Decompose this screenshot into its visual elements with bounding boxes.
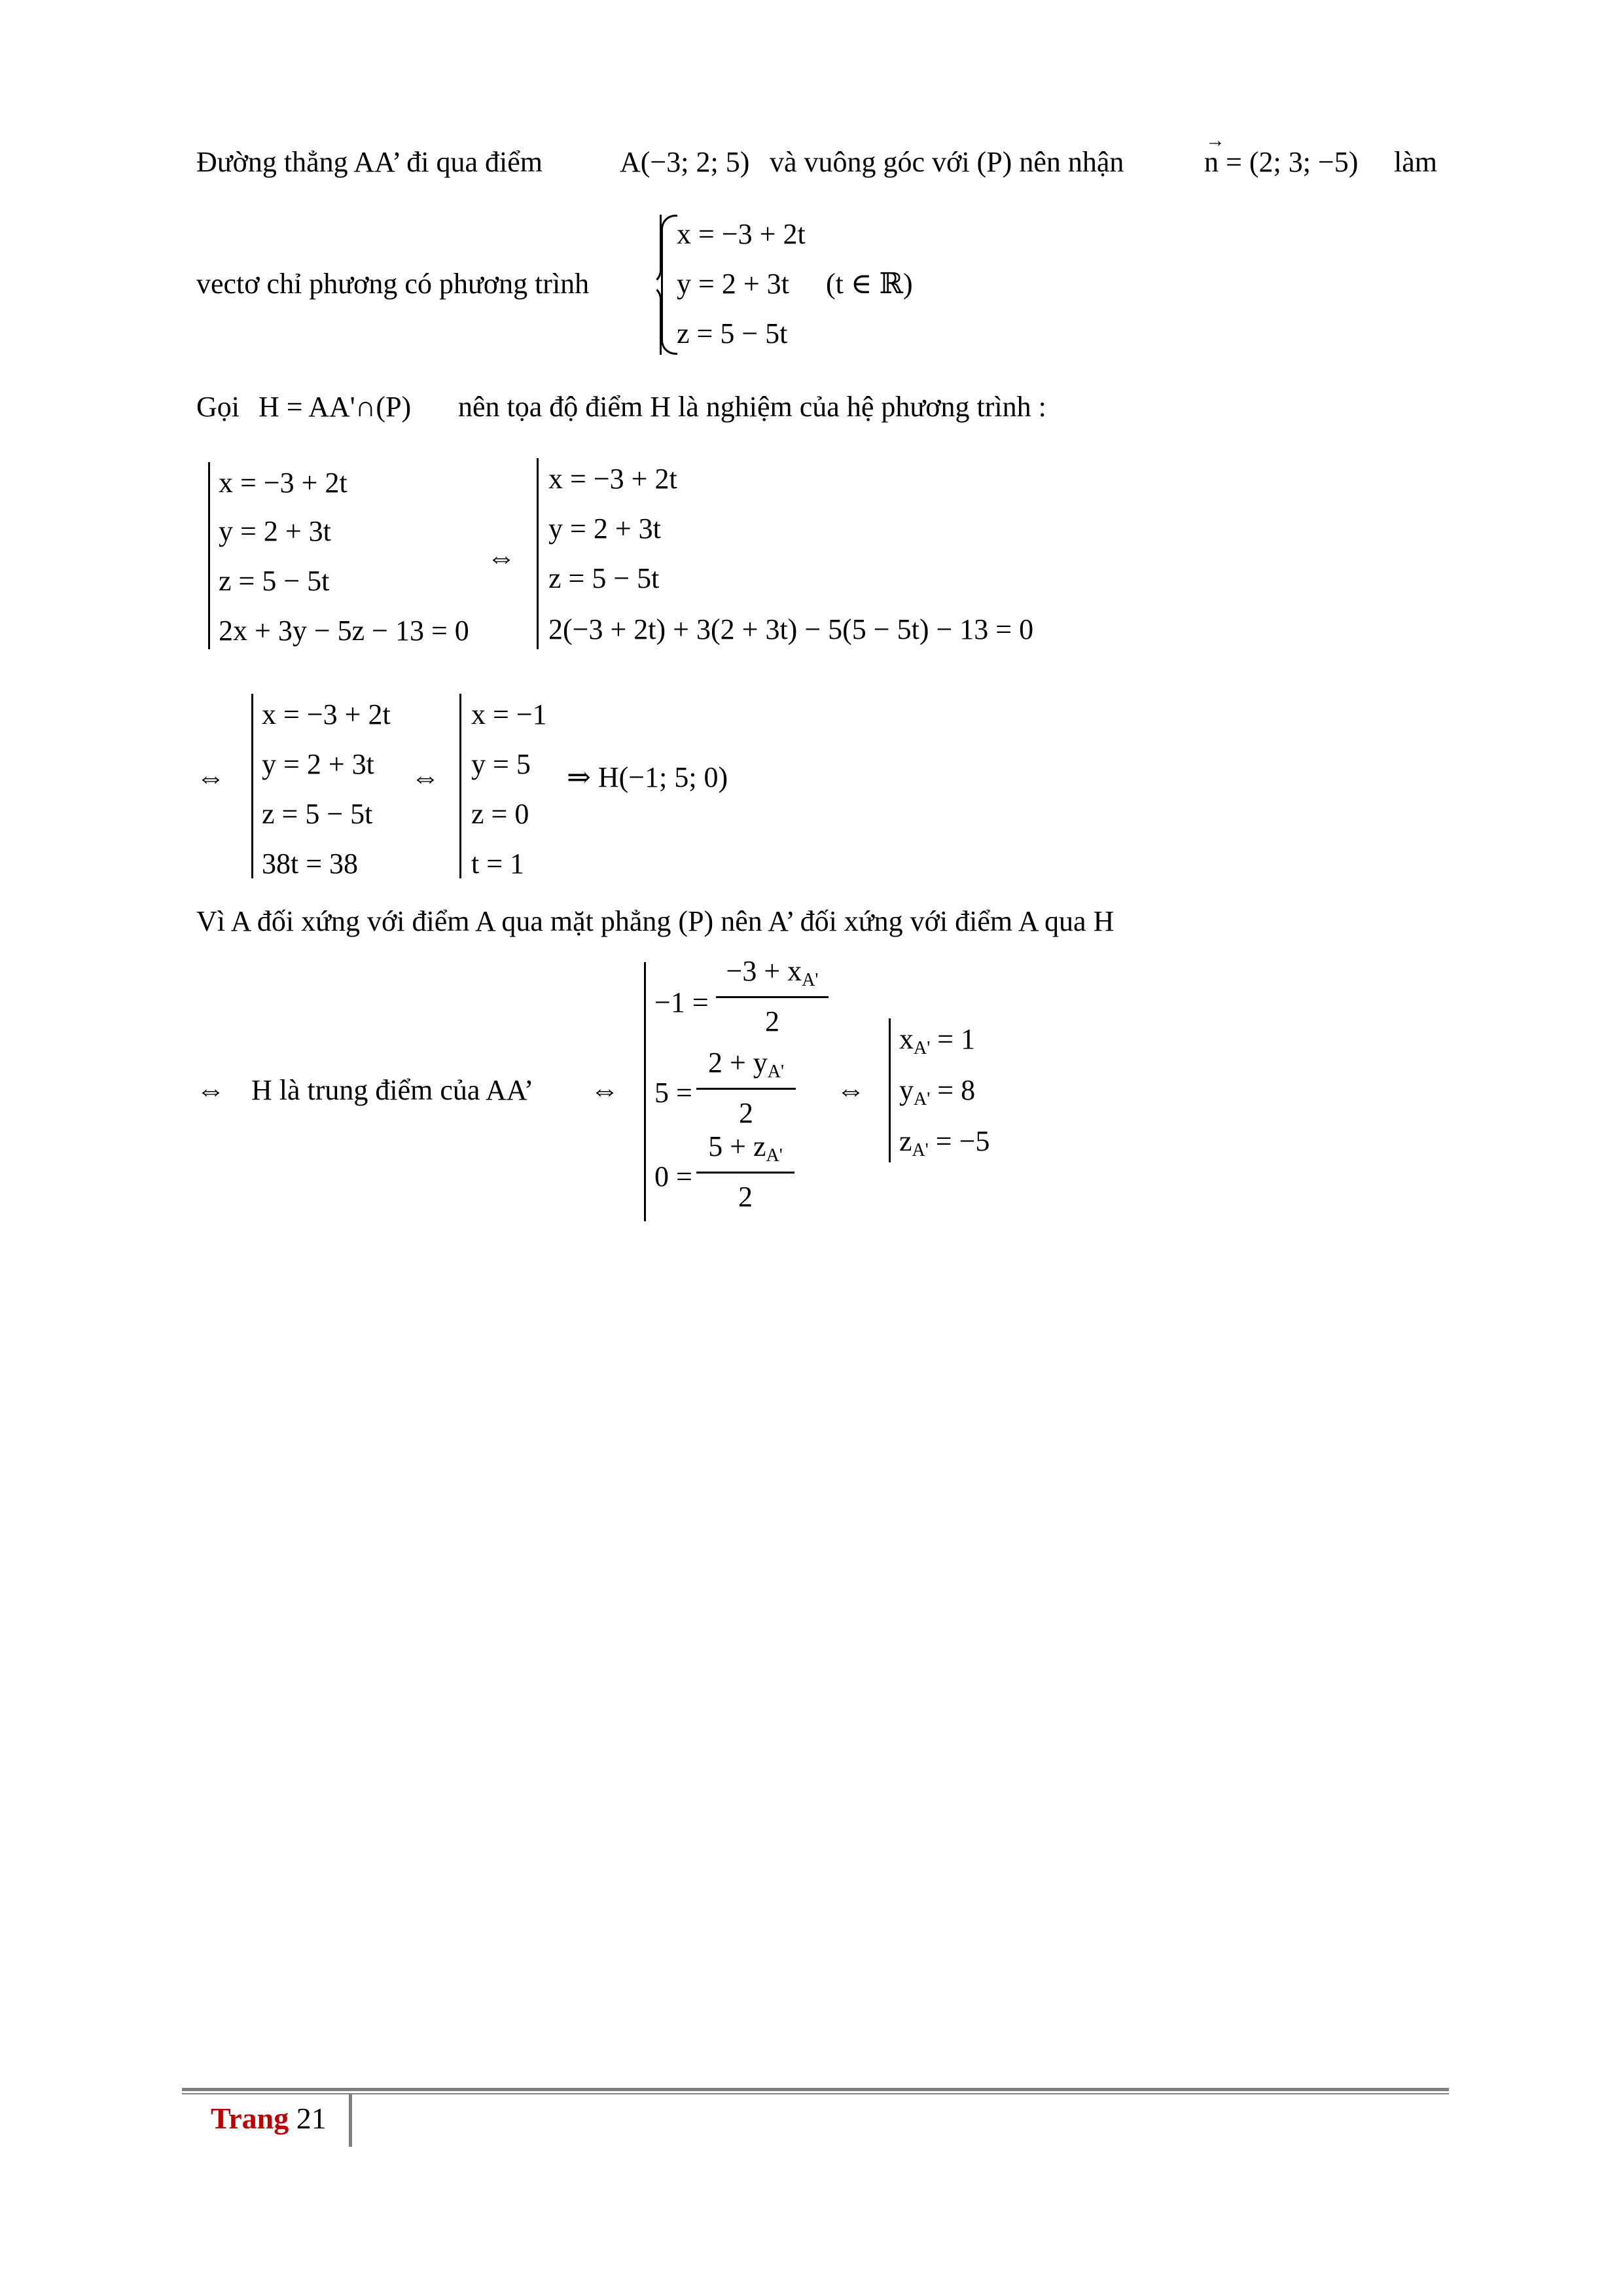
text-line: vectơ chỉ phương có phương trình (196, 268, 590, 300)
subscript: A' (914, 1038, 931, 1058)
fraction (696, 1049, 796, 1128)
result-value: = 8 (937, 1074, 976, 1106)
system-brace (251, 694, 253, 878)
page-number (211, 2101, 327, 2136)
equation: x = −3 + 2t (262, 698, 391, 730)
subscript: A' (767, 1062, 785, 1082)
footer-rule (182, 2088, 1449, 2091)
equation: y = 2 + 3t (262, 748, 374, 780)
point-a: A(−3; 2; 5) (620, 146, 750, 178)
fraction-numerator: 5 + z (708, 1130, 766, 1162)
system-brace (537, 458, 539, 649)
system-brace (889, 1018, 891, 1162)
equation: 38t = 38 (262, 848, 359, 880)
equivalence-symbol: ⇔ (411, 761, 440, 793)
equation: x = −3 + 2t (548, 463, 677, 495)
equivalence-symbol: ⇔ (836, 1074, 865, 1106)
equivalence-symbol: ⇔ (196, 761, 225, 793)
text-line: và vuông góc với (P) nên nhận (770, 146, 1124, 178)
page-label: Trang (211, 2102, 289, 2135)
fraction-numerator: 2 + y (707, 1047, 768, 1079)
subscript: A' (766, 1145, 783, 1166)
result-x (899, 1025, 975, 1058)
equation: 2(−3 + 2t) + 3(2 + 3t) − 5(5 − 5t) − 13 = 0 (548, 613, 1034, 645)
equation: y = 2 + 3t (677, 268, 789, 300)
equivalence-symbol: ⇔ (590, 1074, 619, 1106)
fraction (696, 1132, 794, 1211)
equation: y = 2 + 3t (548, 512, 661, 545)
equation: y = 2 + 3t (219, 515, 331, 547)
text-line: Đường thẳng AA’ đi qua điểm (196, 146, 543, 178)
equation: z = 5 − 5t (677, 317, 788, 350)
equation-lhs: 5 = (654, 1077, 692, 1109)
system-brace (459, 694, 461, 878)
text-line: Vì A đối xứng với điểm A qua mặt phẳng (P) nên A’ đối xứng với điểm A qua H (196, 905, 1115, 937)
equation: z = 5 − 5t (548, 562, 660, 594)
text-line: Gọi (196, 391, 240, 423)
equivalence-symbol: ⇔ (487, 541, 516, 573)
result-y (899, 1076, 975, 1109)
result-var: x (899, 1023, 914, 1055)
system-brace (208, 462, 210, 649)
result-value: = −5 (935, 1125, 990, 1157)
equation: t = 1 (471, 848, 525, 880)
result-var: y (899, 1074, 914, 1106)
equation: z = 0 (471, 798, 529, 830)
result-z (899, 1127, 990, 1160)
result-h: ⇒ H(−1; 5; 0) (567, 761, 728, 793)
fraction-numerator: −3 + x (726, 955, 802, 987)
equation: y = 5 (471, 748, 531, 780)
parameter: (t ∈ ℝ) (826, 268, 913, 300)
equation: x = −3 + 2t (219, 467, 348, 499)
subscript: A' (802, 970, 819, 990)
equation-lhs: 0 = (654, 1160, 692, 1193)
fraction-denominator: 2 (765, 1005, 779, 1037)
subscript: A' (912, 1140, 929, 1160)
footer-rule (182, 2093, 1449, 2094)
h-definition: H = AA'∩(P) (259, 391, 412, 423)
fraction (716, 957, 829, 1036)
vector-n-label: n (1204, 146, 1219, 178)
text-line: nên tọa độ điểm H là nghiệm của hệ phương trình : (458, 391, 1046, 423)
equation-lhs: −1 = (654, 986, 709, 1018)
fraction-denominator: 2 (739, 1097, 753, 1129)
subscript: A' (914, 1089, 931, 1109)
equation: z = 5 − 5t (219, 565, 330, 597)
vector-n-value: = (2; 3; −5) (1226, 146, 1359, 178)
equation: z = 5 − 5t (262, 798, 373, 830)
footer-separator (349, 2093, 352, 2147)
vector-n: → n = (2; 3; −5) (1204, 130, 1359, 178)
equivalence-symbol: ⇔ (196, 1074, 225, 1106)
equation: 2x + 3y − 5z − 13 = 0 (219, 615, 469, 647)
text-line: làm (1394, 146, 1437, 178)
text-line: H là trung điểm của AA’ (251, 1074, 534, 1106)
page-number-value: 21 (296, 2102, 327, 2135)
result-value: = 1 (937, 1023, 976, 1055)
equation: x = −1 (471, 698, 547, 730)
equation: x = −3 + 2t (677, 218, 806, 250)
system-brace (644, 962, 646, 1221)
fraction-denominator: 2 (738, 1181, 753, 1213)
system-brace (661, 215, 677, 355)
result-var: z (899, 1125, 912, 1157)
